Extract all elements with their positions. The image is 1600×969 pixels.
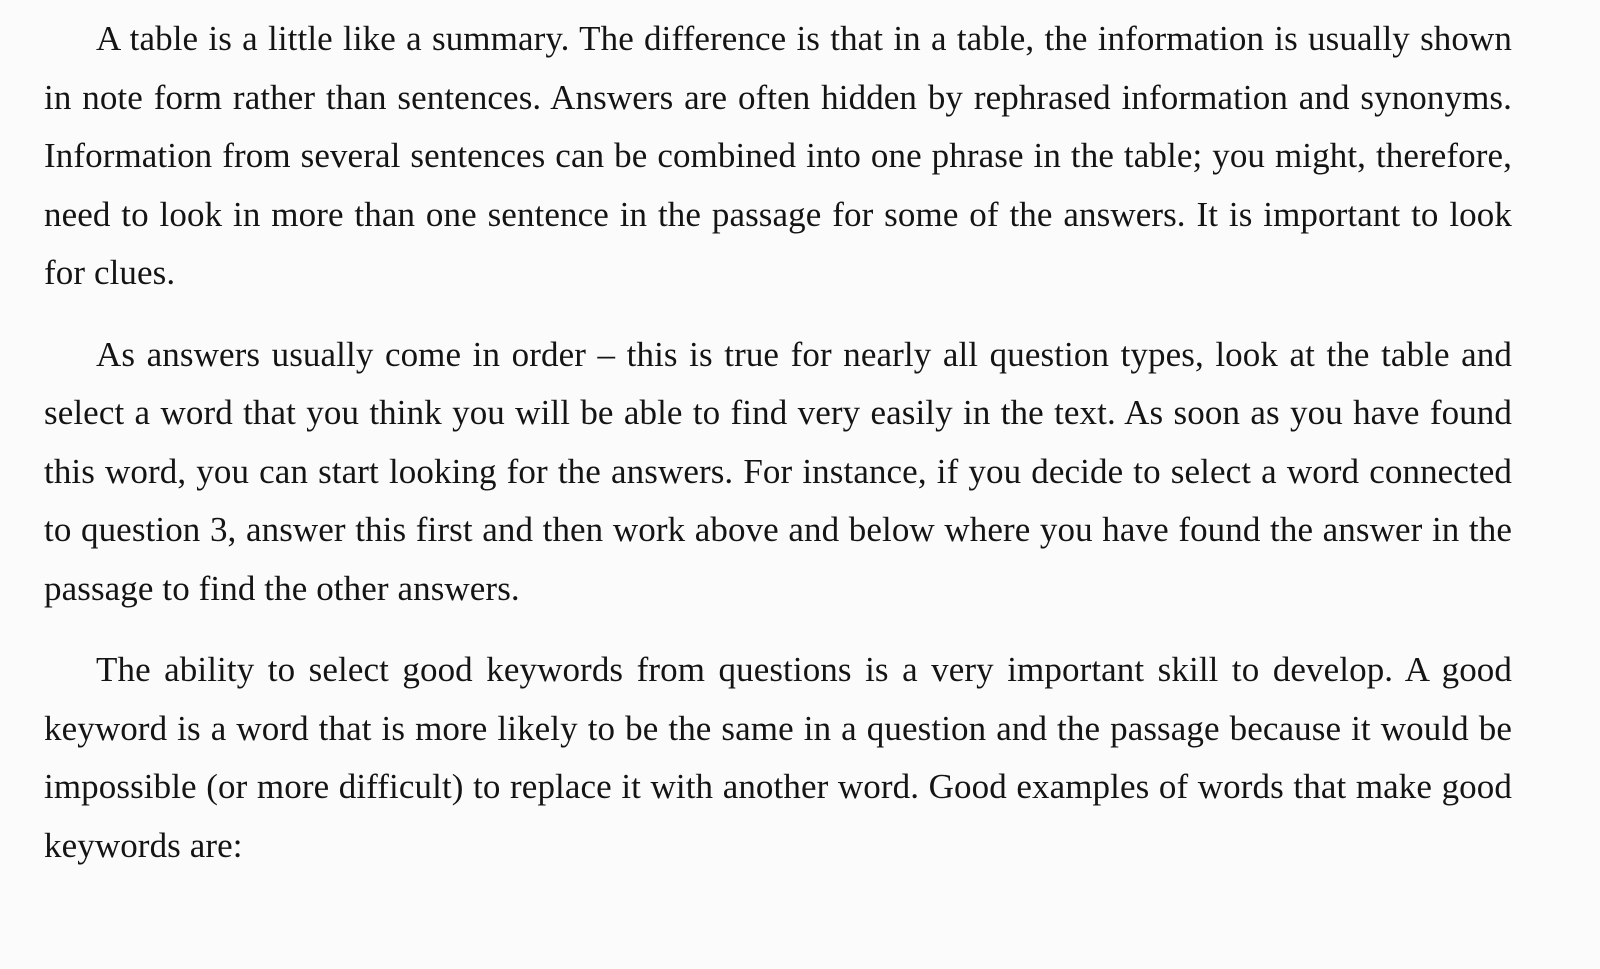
paragraph-table-summary: A table is a little like a summary. The difference is that in a table, the information is usually shown in note form rather than sentences. Answers are often hidden by rephrased information and synonyms. Information from several sentences can be combined into one phrase in the table; you might, therefore, need to look in more than one sentence in the passage for some of the answers. It is important to look for clues.	[44, 19, 1512, 292]
paragraph-answers-order: As answers usually come in order – this is true for nearly all question types, look at the table and select a word that you think you will be able to find very easily in the text. As soon as you have found this word, you can start looking for the answers. For instance, if you decide to select a word connected to question 3, answer this first and then work above and below where you have found the answer in the passage to find the other answers.	[44, 334, 1512, 608]
paragraph-keywords: The ability to select good keywords from questions is a very important skill to develop. A good keyword is a word that is more likely to be the same in a question and the passage because it would be impossible (or more difficult) to replace it with another word. Good examples of words that make good keywords are:	[44, 650, 1512, 865]
